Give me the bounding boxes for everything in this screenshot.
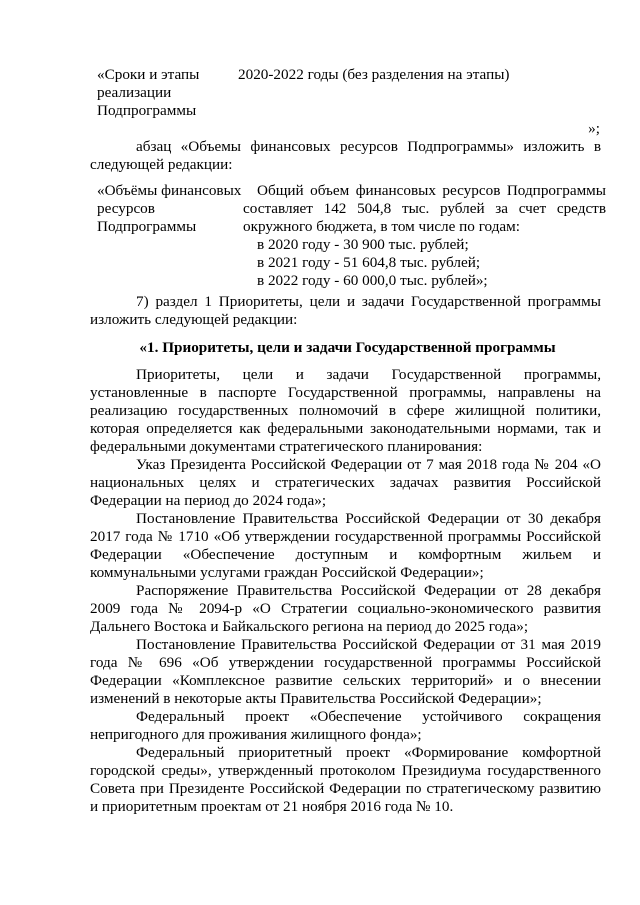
deadlines-value: 2020-2022 годы (без разделения на этапы) [238,66,510,83]
body-paragraph: Приоритеты, цели и задачи Государственной программы, установленные в паспорте Государственной программы, направлены на реализацию государственных полномочий в сфере жилищной политики, которая определяется как федеральными законодательными нормами, так и федеральными документами стратегического планирования: [90,366,601,455]
paragraph-item-7: 7) раздел 1 Приоритеты, цели и задачи Государственной программы изложить следующей редакции: [90,293,601,328]
paragraph-abzac: абзац «Объемы финансовых ресурсов Подпрограммы» изложить в следующей редакции: [90,138,601,173]
body-paragraph: Постановление Правительства Российской Федерации от 31 мая 2019 года № 696 «Об утверждении государственной программы Российской Федерации «Комплексное развитие сельских территорий» и о внесении изменений в некоторые акты Правительства Российской Федерации»; [90,636,601,707]
deadlines-closing: »; [588,120,600,137]
finance-label: «Объёмы финансовых ресурсов Подпрограммы [97,182,242,235]
deadlines-block [97,66,509,120]
finance-year-2020: в 2020 году - 30 900 тыс. рублей; [257,236,469,253]
finance-line2: окружного бюджета, в том числе по годам: [243,218,520,235]
body-paragraph: Постановление Правительства Российской Федерации от 30 декабря 2017 года № 1710 «Об утверждении государственной программы Российской Федерации «Обеспечение доступным и комфортным жильем и коммунальными услугами граждан Российской Федерации»; [90,510,601,581]
deadlines-label: «Сроки и этапы реализации Подпрограммы [97,66,200,119]
finance-text [243,182,606,290]
finance-year-2021: в 2021 году - 51 604,8 тыс. рублей; [257,254,481,271]
body-paragraph: Федеральный проект «Обеспечение устойчивого сокращения непригодного для проживания жилищного фонда»; [90,708,601,743]
finance-block [97,182,606,290]
finance-year-2022: в 2022 году - 60 000,0 тыс. рублей»; [257,272,488,289]
section-heading: «1. Приоритеты, цели и задачи Государственной программы [139,339,556,356]
finance-line1: Общий объем финансовых ресурсов Подпрограммы составляет 142 504,8 тыс. рублей за счет средств [243,182,606,217]
body-paragraph: Указ Президента Российской Федерации от 7 мая 2018 года № 204 «О национальных целях и стратегических задачах развития Российской Федерации на период до 2024 года»; [90,456,601,509]
body-paragraph: Распоряжение Правительства Российской Федерации от 28 декабря 2009 года № 2094-р «О Стратегии социально-экономического развития Дальнего Востока и Байкальского региона на период до 2025 года»; [90,582,601,635]
body-paragraph: Федеральный приоритетный проект «Формирование комфортной городской среды», утвержденный протоколом Президиума государственного Совета при Президенте Российской Федерации по стратегическому развитию и приоритетным проектам от 21 ноября 2016 года № 10. [90,744,601,815]
